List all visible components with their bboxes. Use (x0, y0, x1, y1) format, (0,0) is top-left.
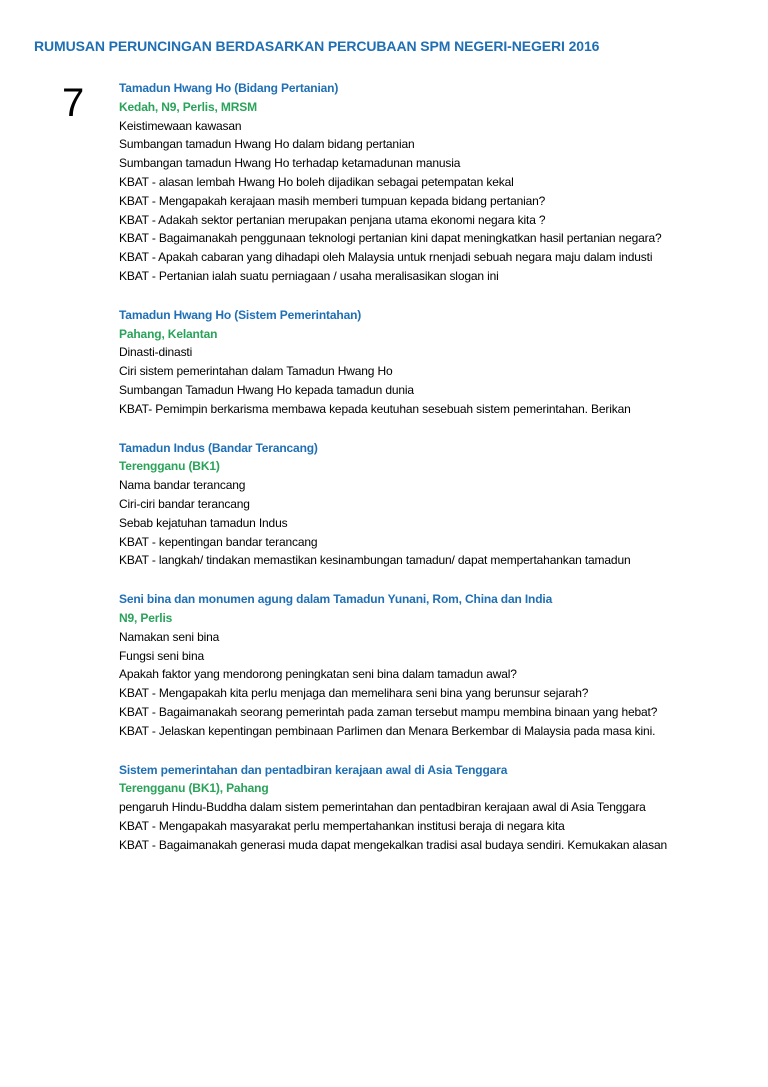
page-title: RUMUSAN PERUNCINGAN BERDASARKAN PERCUBAAN SPM NEGERI-NEGERI 2016 (34, 38, 600, 54)
topic-states: N9, Perlis (119, 610, 173, 625)
topic-item: Namakan seni bina (119, 629, 220, 644)
topic-item: Sebab kejatuhan tamadun Indus (119, 515, 288, 530)
topic-item: KBAT - Jelaskan kepentingan pembinaan Parlimen dan Menara Berkembar di Malaysia pada masa kini. (119, 723, 656, 738)
topic-item: KBAT - Bagaimanakah seorang pemerintah pada zaman tersebut mampu membina binaan yang hebat? (119, 704, 658, 719)
topic-section (119, 439, 759, 571)
topic-item: KBAT - kepentingan bandar terancang (119, 534, 318, 549)
topic-item: Ciri-ciri bandar terancang (119, 496, 250, 511)
topic-states: Terengganu (BK1), Pahang (119, 781, 269, 796)
topic-title: Sistem pemerintahan dan pentadbiran kerajaan awal di Asia Tenggara (119, 762, 508, 777)
topic-title: Tamadun Hwang Ho (Sistem Pemerintahan) (119, 307, 362, 322)
topic-item: pengaruh Hindu-Buddha dalam sistem pemerintahan dan pentadbiran kerajaan awal di Asia Tenggara (119, 800, 646, 815)
topic-item: KBAT - Bagaimanakah penggunaan teknologi pertanian kini dapat meningkatkan hasil pertanian negara? (119, 231, 662, 246)
topic-item: KBAT - Pertanian ialah suatu perniagaan / usaha meralisasikan slogan ini (119, 268, 499, 283)
topic-item: Sumbangan tamadun Hwang Ho dalam bidang pertanian (119, 137, 415, 152)
topic-item: KBAT - Mengapakah kita perlu menjaga dan memelihara seni bina yang berunsur sejarah? (119, 686, 589, 701)
topic-title: Seni bina dan monumen agung dalam Tamadun Yunani, Rom, China dan India (119, 592, 553, 607)
topic-item: Apakah faktor yang mendorong peningkatan seni bina dalam tamadun awal? (119, 667, 517, 682)
topic-item: Ciri sistem pemerintahan dalam Tamadun Hwang Ho (119, 364, 393, 379)
content-list (119, 79, 759, 874)
topic-item: KBAT - alasan lembah Hwang Ho boleh dijadikan sebagai petempatan kekal (119, 174, 514, 189)
topic-title: Tamadun Hwang Ho (Bidang Pertanian) (119, 81, 339, 95)
topic-item: KBAT - Mengapakah masyarakat perlu mempertahankan institusi beraja di negara kita (119, 818, 565, 833)
topic-item: Sumbangan Tamadun Hwang Ho kepada tamadun dunia (119, 382, 414, 397)
topic-section (119, 79, 759, 286)
topic-states: Kedah, N9, Perlis, MRSM (119, 99, 257, 114)
topic-section (119, 306, 759, 419)
topic-item: KBAT - langkah/ tindakan memastikan kesinambungan tamadun/ dapat mempertahankan tamadun (119, 553, 631, 568)
topic-item: KBAT- Pemimpin berkarisma membawa kepada keutuhan sesebuah sistem pemerintahan. Berikan (119, 401, 631, 416)
topic-item: Sumbangan tamadun Hwang Ho terhadap ketamadunan manusia (119, 156, 461, 171)
topic-section (119, 590, 759, 740)
topic-item: KBAT - Adakah sektor pertanian merupakan penjana utama ekonomi negara kita ? (119, 212, 546, 227)
topic-item: KBAT - Mengapakah kerajaan masih memberi tumpuan kepada bidang pertanian? (119, 193, 546, 208)
topic-title: Tamadun Indus (Bandar Terancang) (119, 440, 318, 455)
topic-item: Dinasti-dinasti (119, 345, 193, 360)
topic-states: Terengganu (BK1) (119, 459, 220, 474)
topic-section (119, 761, 759, 855)
topic-states: Pahang, Kelantan (119, 326, 218, 341)
chapter-number: 7 (62, 81, 85, 125)
topic-item: Fungsi seni bina (119, 648, 204, 663)
topic-item: KBAT - Apakah cabaran yang dihadapi oleh Malaysia untuk rnenjadi sebuah negara maju dalam industi (119, 250, 653, 265)
topic-item: KBAT - Bagaimanakah generasi muda dapat mengekalkan tradisi asal budaya sendiri. Kemukakan alasan (119, 837, 668, 852)
topic-item: Keistimewaan kawasan (119, 118, 242, 133)
topic-item: Nama bandar terancang (119, 478, 246, 493)
